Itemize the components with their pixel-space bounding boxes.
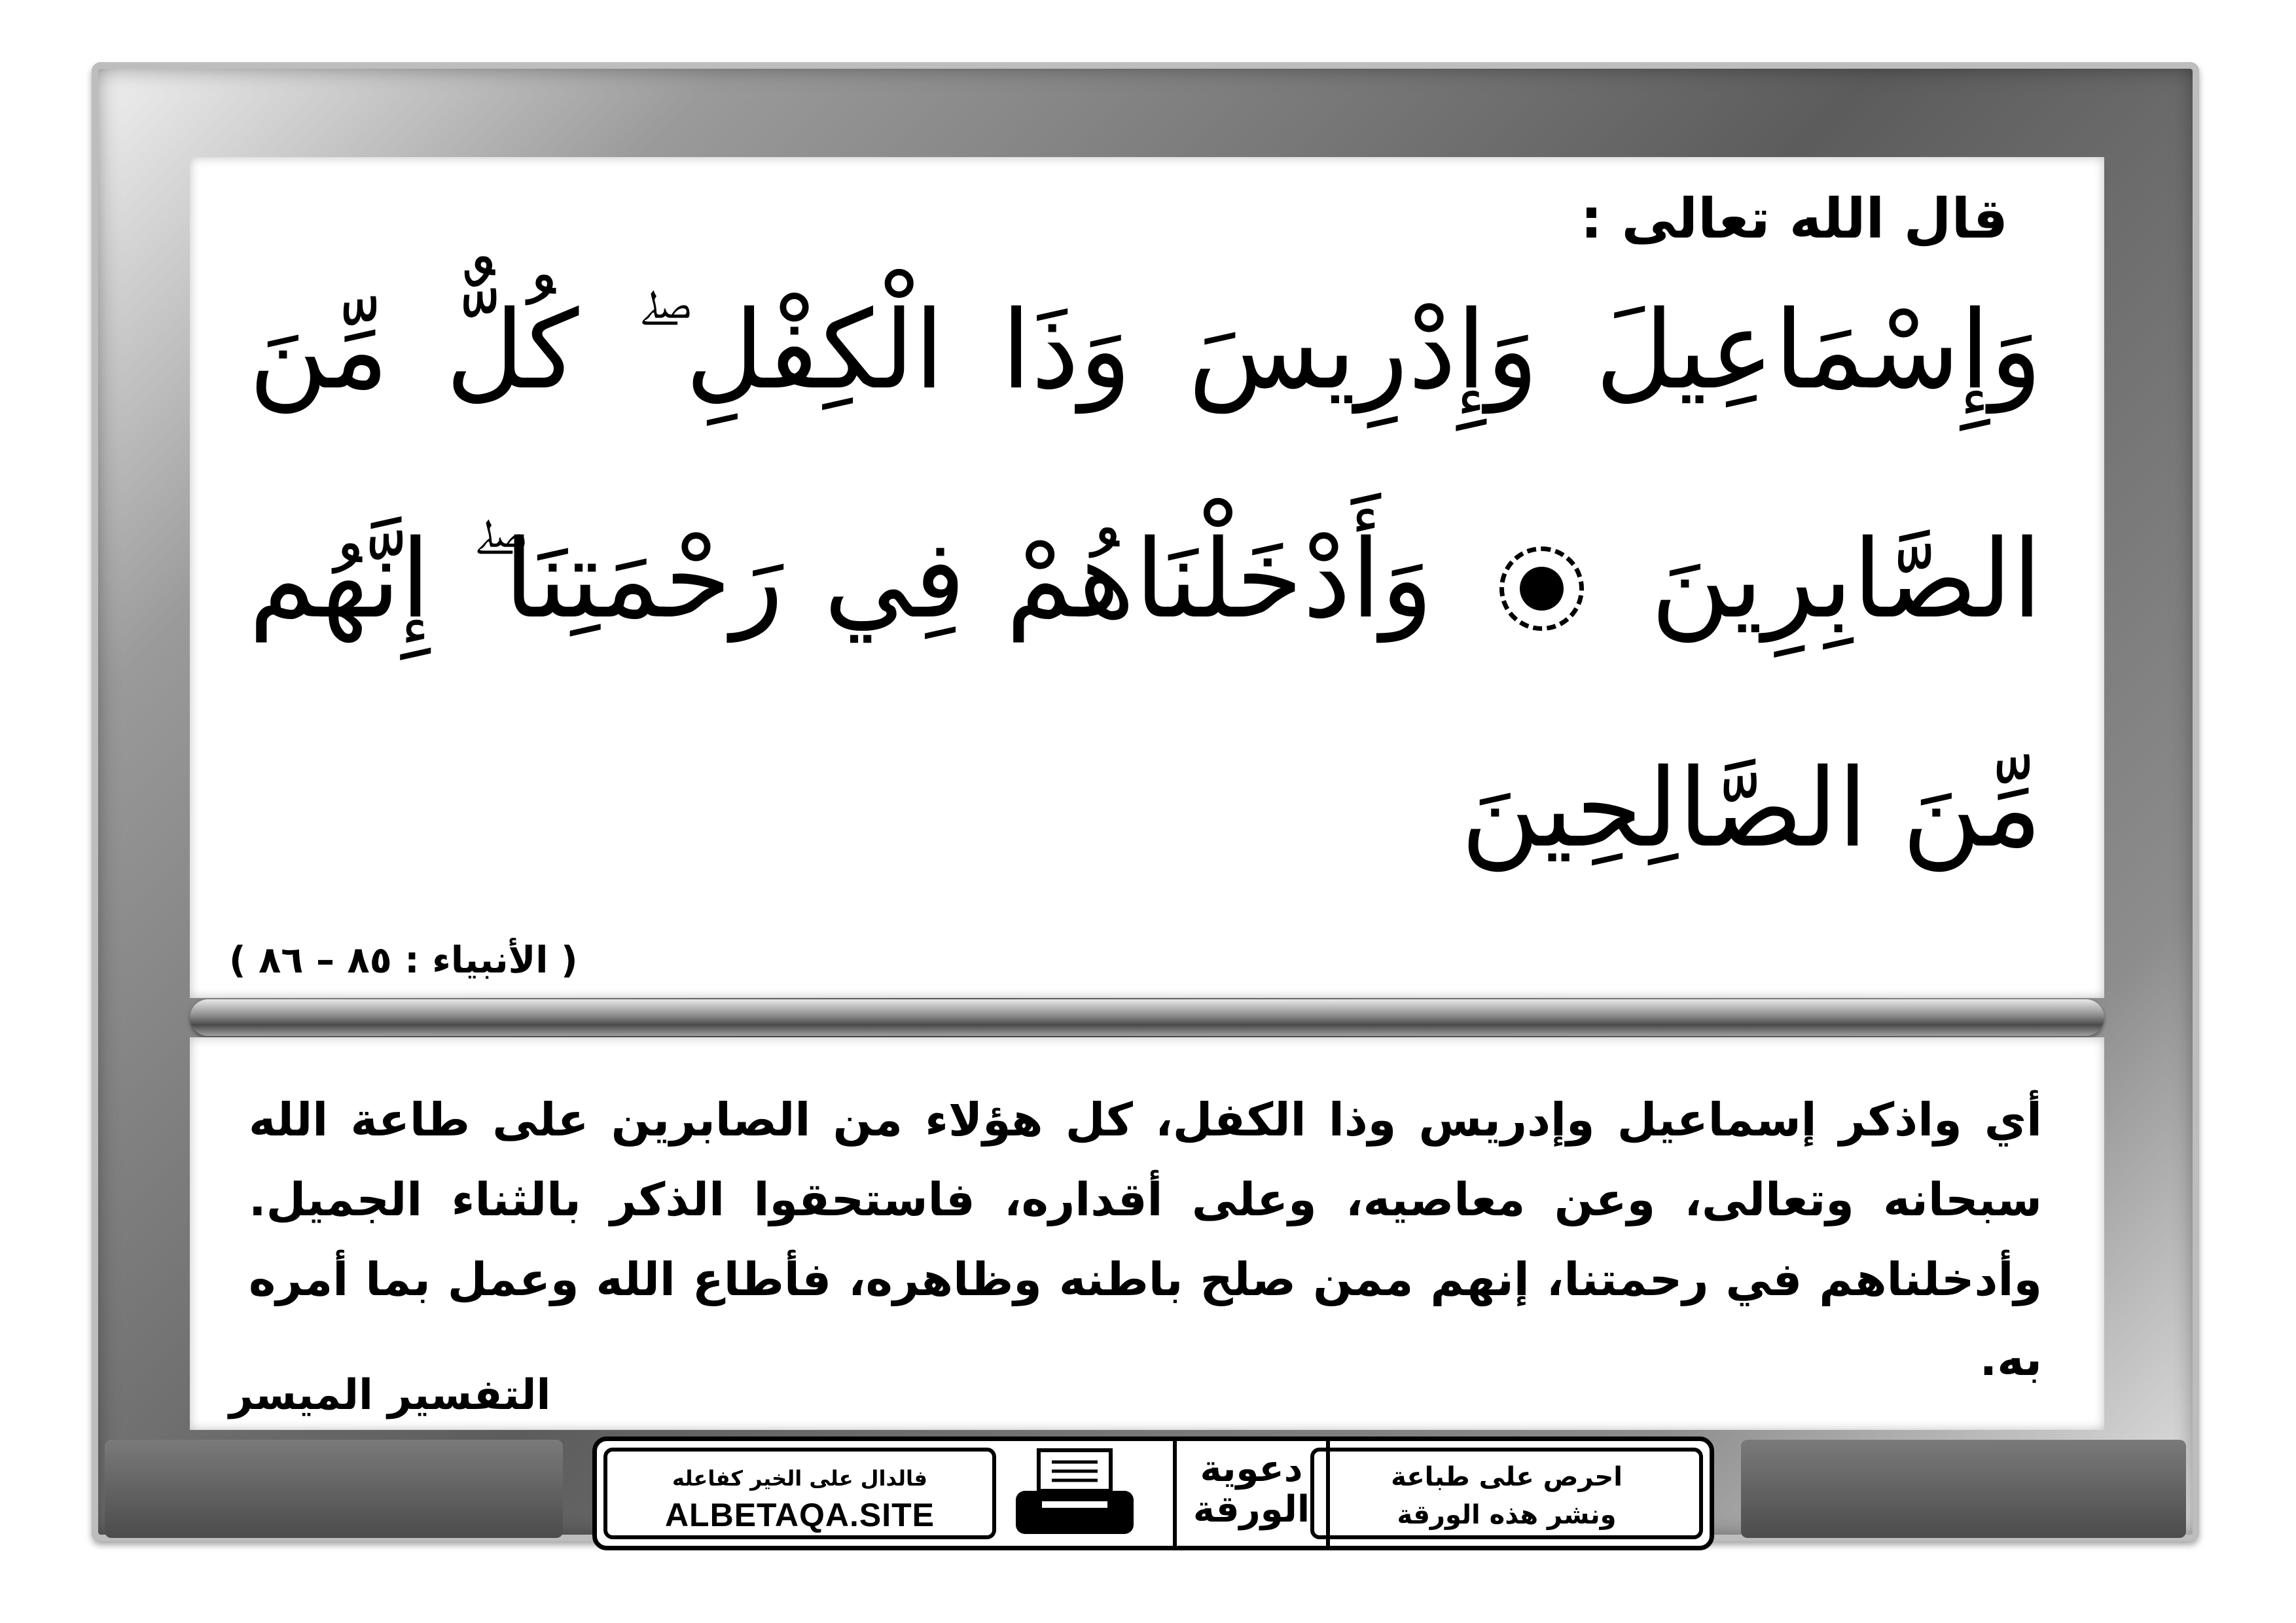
printer-icon: [1009, 1448, 1140, 1539]
footer-print-box: [1310, 1448, 1703, 1539]
logo-line-1: دعوية: [1200, 1448, 1303, 1490]
footer-note: فالدال على الخير كفاعله: [672, 1466, 927, 1491]
quran-verse: [249, 236, 2042, 975]
panel-divider: [190, 999, 2104, 1036]
site-link[interactable]: ALBETAQA.SITE: [664, 1497, 935, 1533]
verse-reference: ( الأنبياء : ٨٥ – ٨٦ ): [229, 939, 578, 982]
dawah-logo: [1173, 1441, 1330, 1546]
logo-line-2: الورقة: [1193, 1488, 1310, 1531]
footer-banner: [592, 1436, 1714, 1550]
tafsir-text: أي واذكر إسماعيل وإدريس وذا الكفل، كل هؤلاء من الصابرين على طاعة الله سبحانه وتعالى، وعن معاصيه، وعلى أقداره، فاستحقوا الذكر بالثناء الجميل. وأدخلناهم في رحمتنا، إنهم ممن صلح باطنه وظاهره، فأطاع الله وعمل بما أمره به.: [249, 1093, 2042, 1386]
ayah-separator-icon: [1499, 546, 1584, 631]
frame-bottom-right: [1741, 1440, 2186, 1538]
footer-print-line-1: احرص على طباعة: [1391, 1462, 1623, 1492]
footer-print-line-2: ونشر هذه الورقة: [1397, 1500, 1617, 1530]
footer-site-box: [603, 1448, 996, 1539]
tafsir-source: التفسير الميسر: [229, 1371, 551, 1419]
frame-bottom-left: [105, 1440, 563, 1538]
heading: قال الله تعالى :: [1580, 187, 2008, 251]
verse-part-1: وَإِسْمَاعِيلَ وَإِدْرِيسَ وَذَا الْكِفْلِ ۖ كُلٌّ مِّنَ الصَّابِرِينَ: [249, 287, 2042, 642]
verse-part-2: وَأَدْخَلْنَاهُمْ فِي رَحْمَتِنَا ۖ إِنَّهُم مِّنَ الصَّالِحِينَ: [249, 516, 2042, 871]
